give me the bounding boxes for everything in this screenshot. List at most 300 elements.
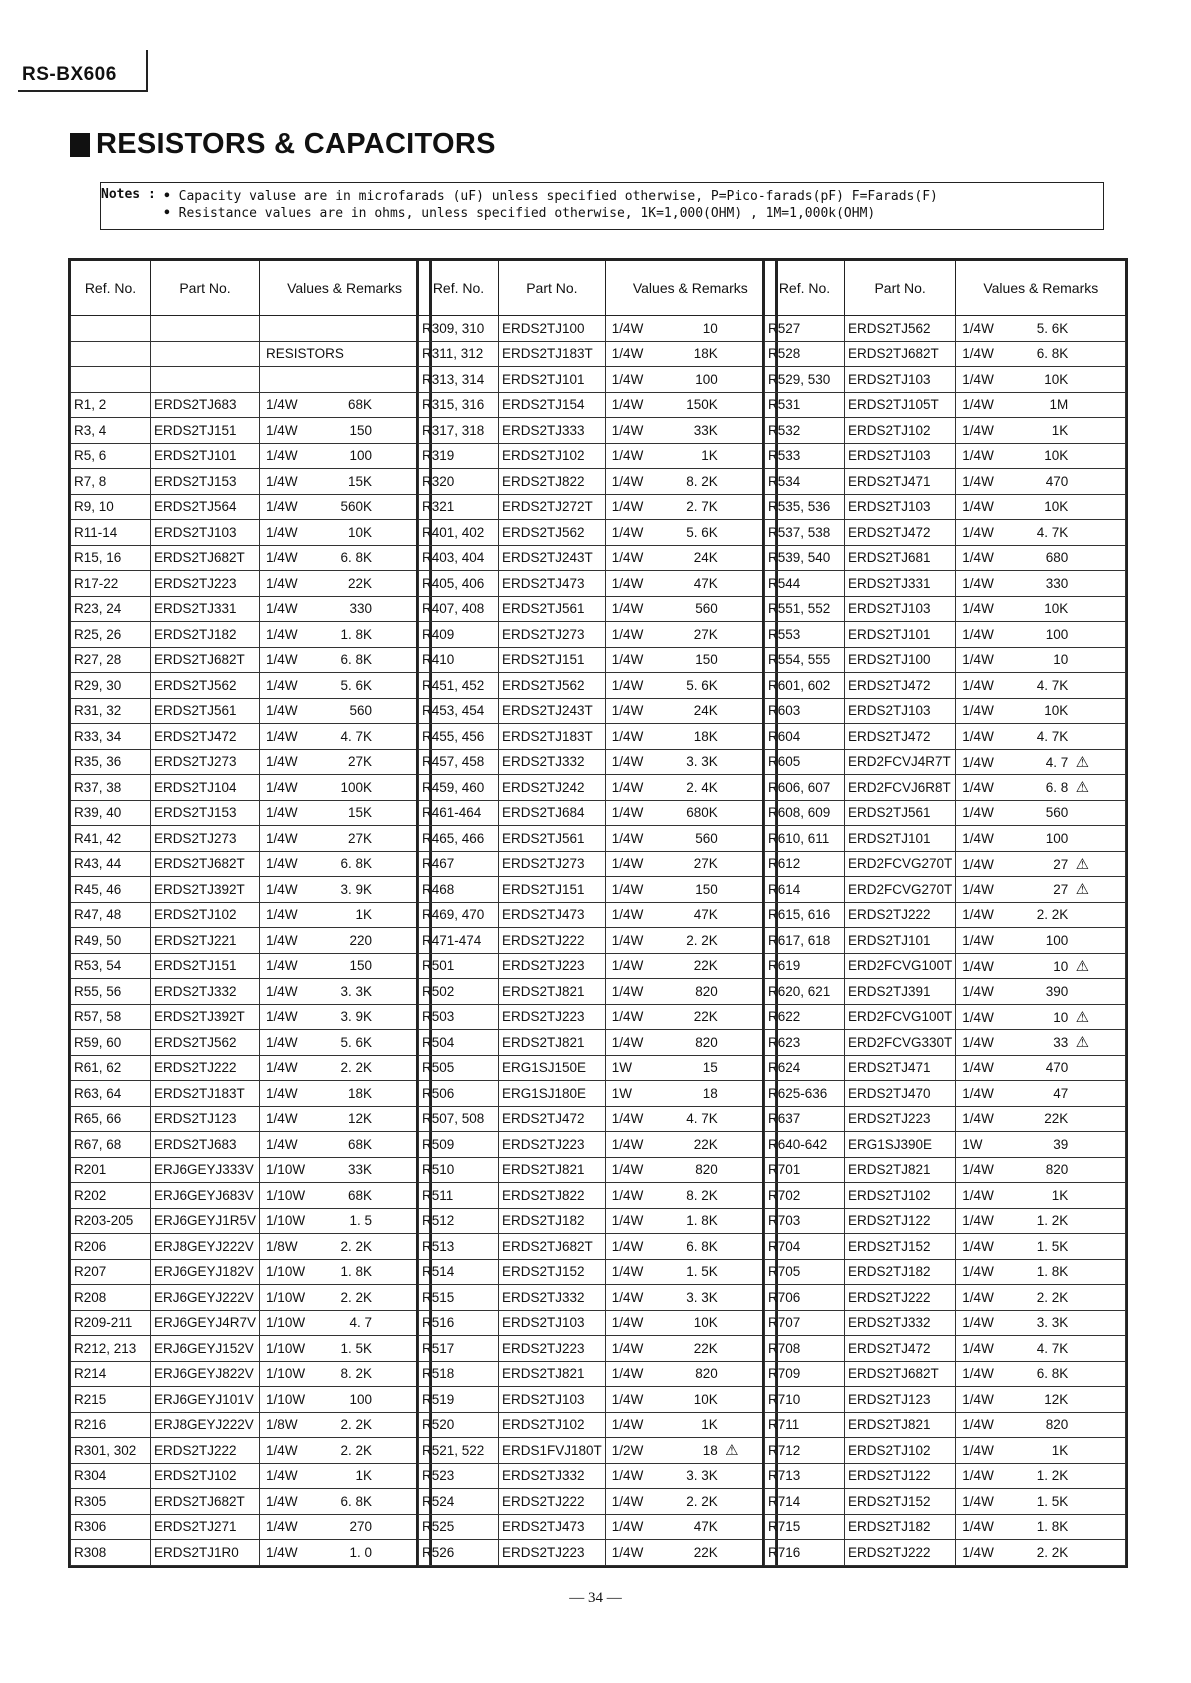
table-row bbox=[71, 571, 430, 597]
ref-no: R710 bbox=[765, 1387, 845, 1413]
value: 560 bbox=[1045, 805, 1069, 821]
ref-no: R606, 607 bbox=[765, 775, 845, 801]
part-no: ERDS2TJ471 bbox=[845, 469, 956, 495]
wattage: 1/4W bbox=[266, 754, 298, 770]
wattage: 1/4W bbox=[611, 1519, 644, 1535]
ref-no: R604 bbox=[765, 724, 845, 750]
wattage: 1/4W bbox=[962, 499, 994, 515]
value: 27K bbox=[348, 754, 373, 770]
part-no: ERDS2TJ102 bbox=[845, 418, 956, 444]
part-no: ERJ6GEYJ1R5V bbox=[151, 1208, 260, 1234]
ref-no: R617, 618 bbox=[765, 928, 845, 954]
value: 330 bbox=[349, 601, 373, 617]
part-no: ERDS2TJ102 bbox=[845, 1183, 956, 1209]
table-row bbox=[71, 724, 430, 750]
part-no: ERDS2TJ473 bbox=[499, 1514, 606, 1540]
values-remarks bbox=[956, 1234, 1126, 1260]
bullet-icon: • bbox=[163, 189, 171, 204]
value: 8. 2K bbox=[340, 1366, 373, 1382]
table-row bbox=[765, 902, 1126, 928]
ref-no: R706 bbox=[765, 1285, 845, 1311]
ref-no: R714 bbox=[765, 1489, 845, 1515]
ref-no: R526 bbox=[419, 1540, 499, 1566]
part-no: ERD2FCVG270T bbox=[845, 851, 956, 877]
ref-no: R521, 522 bbox=[419, 1438, 499, 1464]
values-remarks bbox=[956, 622, 1126, 648]
wattage: 1/4W bbox=[266, 499, 298, 515]
part-no: ERDS2TJ273 bbox=[499, 851, 606, 877]
ref-no: R715 bbox=[765, 1514, 845, 1540]
values-remarks bbox=[260, 392, 430, 418]
table-row bbox=[71, 1157, 430, 1183]
wattage: 1/4W bbox=[611, 958, 644, 974]
ref-no: R525 bbox=[419, 1514, 499, 1540]
wattage: 1/4W bbox=[611, 983, 644, 999]
table-row bbox=[419, 1489, 776, 1515]
ref-no: R535, 536 bbox=[765, 494, 845, 520]
value: 10 bbox=[702, 320, 718, 336]
table-row bbox=[419, 1208, 776, 1234]
value: 6. 8K bbox=[686, 1238, 718, 1254]
value: 1. 8K bbox=[340, 626, 373, 642]
wattage: 1/4W bbox=[962, 575, 994, 591]
table-row bbox=[419, 1540, 776, 1566]
part-no: ERDS2TJ821 bbox=[499, 1361, 606, 1387]
part-no: ERDS2TJ103 bbox=[499, 1387, 606, 1413]
values-remarks bbox=[956, 1004, 1126, 1030]
wattage: 1/4W bbox=[266, 728, 298, 744]
values-remarks bbox=[260, 545, 430, 571]
part-no: ERD2FCVG330T bbox=[845, 1030, 956, 1056]
values-remarks bbox=[605, 647, 775, 673]
table-row bbox=[765, 1081, 1126, 1107]
values-remarks bbox=[260, 1030, 430, 1056]
table-row bbox=[419, 469, 776, 495]
ref-no: R537, 538 bbox=[765, 520, 845, 546]
ref-no: R31, 32 bbox=[71, 698, 151, 724]
value: 2. 2K bbox=[340, 1060, 373, 1076]
values-remarks bbox=[956, 1132, 1126, 1158]
wattage: 1/4W bbox=[611, 677, 644, 693]
value: 100 bbox=[349, 448, 373, 464]
values-remarks bbox=[260, 469, 430, 495]
wattage: 1/4W bbox=[611, 1315, 644, 1331]
table-row bbox=[765, 1387, 1126, 1413]
values-remarks bbox=[260, 1489, 430, 1515]
value: 4. 7K bbox=[1036, 677, 1069, 693]
value: 820 bbox=[695, 1366, 718, 1382]
values-remarks bbox=[260, 749, 430, 775]
ref-no bbox=[71, 367, 151, 393]
part-no: ERJ6GEYJ152V bbox=[151, 1336, 260, 1362]
value: 270 bbox=[349, 1519, 373, 1535]
wattage: 1/4W bbox=[266, 1442, 298, 1458]
wattage: 1/4W bbox=[962, 1162, 994, 1178]
table-row bbox=[765, 1055, 1126, 1081]
values-remarks bbox=[605, 1412, 775, 1438]
table-row bbox=[765, 724, 1126, 750]
table-row bbox=[419, 316, 776, 342]
ref-no: R533 bbox=[765, 443, 845, 469]
table-row bbox=[71, 1234, 430, 1260]
values-remarks bbox=[605, 902, 775, 928]
ref-no: R524 bbox=[419, 1489, 499, 1515]
value: 6. 8K bbox=[340, 652, 373, 668]
value: 150K bbox=[686, 397, 718, 413]
ref-no: R315, 316 bbox=[419, 392, 499, 418]
wattage: 1/4W bbox=[962, 626, 994, 642]
ref-no: R519 bbox=[419, 1387, 499, 1413]
value: 1. 8K bbox=[340, 1264, 373, 1280]
values-remarks bbox=[956, 1514, 1126, 1540]
ref-no: R623 bbox=[765, 1030, 845, 1056]
part-no: ERJ6GEYJ333V bbox=[151, 1157, 260, 1183]
part-no: ERDS2TJ101 bbox=[499, 367, 606, 393]
values-remarks bbox=[956, 877, 1126, 903]
table-row bbox=[419, 392, 776, 418]
values-remarks bbox=[956, 1106, 1126, 1132]
value: 3. 3K bbox=[686, 754, 718, 770]
values-remarks bbox=[605, 1540, 775, 1566]
part-no: ERDS2TJ472 bbox=[845, 673, 956, 699]
values-remarks bbox=[260, 1234, 430, 1260]
wattage: 1/4W bbox=[962, 371, 994, 387]
ref-no: R409 bbox=[419, 622, 499, 648]
wattage: 1/4W bbox=[962, 1544, 994, 1560]
table-row bbox=[419, 1412, 776, 1438]
part-no: ERDS2TJ151 bbox=[499, 877, 606, 903]
ref-no: R15, 16 bbox=[71, 545, 151, 571]
table-row bbox=[765, 1132, 1126, 1158]
table-row bbox=[71, 367, 430, 393]
part-no bbox=[151, 367, 260, 393]
wattage: 1/4W bbox=[266, 703, 298, 719]
part-no: ERDS2TJ182 bbox=[845, 1259, 956, 1285]
value: 4. 7K bbox=[1036, 524, 1069, 540]
values-remarks bbox=[956, 979, 1126, 1005]
part-no: ERDS2TJ273 bbox=[499, 622, 606, 648]
ref-no: R1, 2 bbox=[71, 392, 151, 418]
part-no: ERDS2TJ333 bbox=[499, 418, 606, 444]
part-no: ERDS2TJ243T bbox=[499, 545, 606, 571]
values-remarks bbox=[956, 392, 1126, 418]
values-remarks bbox=[260, 1412, 430, 1438]
values-remarks bbox=[260, 1081, 430, 1107]
note-resistance-text: Resistance values are in ohms, unless specified otherwise, 1K=1,000(OHM) , 1M=1,000k(OHM) bbox=[178, 206, 876, 221]
value: 24K bbox=[693, 550, 718, 566]
wattage: 1/4W bbox=[266, 856, 298, 872]
values-remarks bbox=[260, 494, 430, 520]
wattage: 1/4W bbox=[266, 448, 298, 464]
wattage: 1/4W bbox=[962, 1213, 994, 1229]
ref-no: R705 bbox=[765, 1259, 845, 1285]
table-row bbox=[71, 316, 430, 342]
value: 2. 2K bbox=[1036, 907, 1069, 923]
values-remarks bbox=[260, 953, 430, 979]
wattage: 1/4W bbox=[962, 1493, 994, 1509]
part-no: ERDS2TJ101 bbox=[845, 928, 956, 954]
part-no: ERDS2TJ682T bbox=[151, 1489, 260, 1515]
part-no: ERDS2TJ682T bbox=[499, 1234, 606, 1260]
values-remarks bbox=[956, 724, 1126, 750]
wattage: 1/4W bbox=[962, 1519, 994, 1535]
table-row bbox=[765, 1157, 1126, 1183]
values-remarks bbox=[605, 341, 775, 367]
wattage: 1/8W bbox=[266, 1417, 298, 1433]
ref-no: R713 bbox=[765, 1463, 845, 1489]
value: 1K bbox=[1051, 1442, 1069, 1458]
table-row bbox=[765, 622, 1126, 648]
table-row bbox=[765, 851, 1126, 877]
values-remarks bbox=[260, 1183, 430, 1209]
value: 100 bbox=[1045, 626, 1069, 642]
wattage: 1/4W bbox=[962, 1468, 994, 1484]
part-no: ERDS2TJ123 bbox=[151, 1106, 260, 1132]
value: 2. 2K bbox=[686, 1493, 718, 1509]
ref-no: R507, 508 bbox=[419, 1106, 499, 1132]
ref-no: R501 bbox=[419, 953, 499, 979]
value: 470 bbox=[1045, 1060, 1069, 1076]
value: 27 bbox=[1053, 856, 1069, 872]
table-row bbox=[765, 1183, 1126, 1209]
value: 1. 8K bbox=[1036, 1264, 1069, 1280]
value: 2. 2K bbox=[686, 932, 718, 948]
ref-no: R615, 616 bbox=[765, 902, 845, 928]
value: 560 bbox=[695, 830, 718, 846]
ref-no: R67, 68 bbox=[71, 1132, 151, 1158]
table-row bbox=[71, 1489, 430, 1515]
ref-no: R313, 314 bbox=[419, 367, 499, 393]
table-row bbox=[765, 1310, 1126, 1336]
part-no: ERDS2TJ152 bbox=[845, 1489, 956, 1515]
table-row bbox=[765, 392, 1126, 418]
part-no: ERDS2TJ562 bbox=[845, 316, 956, 342]
values-remarks bbox=[605, 1004, 775, 1030]
ref-no: R202 bbox=[71, 1183, 151, 1209]
part-no: ERDS2TJ682T bbox=[845, 341, 956, 367]
part-no: ERDS2TJ151 bbox=[151, 953, 260, 979]
value: 27K bbox=[348, 830, 373, 846]
wattage: 1/4W bbox=[266, 983, 298, 999]
table-row bbox=[419, 775, 776, 801]
table-row bbox=[765, 775, 1126, 801]
value: 150 bbox=[349, 958, 373, 974]
part-no: ERDS2TJ103 bbox=[845, 596, 956, 622]
values-remarks bbox=[260, 1004, 430, 1030]
values-remarks bbox=[956, 443, 1126, 469]
values-remarks bbox=[260, 979, 430, 1005]
wattage: 1/4W bbox=[611, 1238, 644, 1254]
wattage: 1/4W bbox=[962, 550, 994, 566]
wattage: 1/4W bbox=[611, 830, 644, 846]
part-no: ERJ6GEYJ182V bbox=[151, 1259, 260, 1285]
values-remarks bbox=[260, 1361, 430, 1387]
wattage: 1/4W bbox=[266, 932, 298, 948]
table-row bbox=[765, 1514, 1126, 1540]
table-row bbox=[71, 647, 430, 673]
wattage: 1/10W bbox=[266, 1340, 306, 1356]
heading-square-icon bbox=[70, 133, 90, 157]
part-no: ERDS2TJ152 bbox=[499, 1259, 606, 1285]
table-row bbox=[765, 596, 1126, 622]
wattage: 1/4W bbox=[962, 703, 994, 719]
ref-no: R208 bbox=[71, 1285, 151, 1311]
part-no: ERDS2TJ103 bbox=[845, 494, 956, 520]
part-no bbox=[151, 316, 260, 342]
wattage: 1/4W bbox=[962, 1035, 994, 1051]
value: 22K bbox=[693, 1136, 718, 1152]
ref-no: R532 bbox=[765, 418, 845, 444]
table-row bbox=[419, 1387, 776, 1413]
part-no: ERDS2TJ562 bbox=[151, 673, 260, 699]
wattage: 1/4W bbox=[611, 499, 644, 515]
part-no: ERDS2TJ273 bbox=[151, 826, 260, 852]
value: 1. 0 bbox=[349, 1544, 373, 1560]
ref-no: R33, 34 bbox=[71, 724, 151, 750]
table-row bbox=[71, 673, 430, 699]
ref-no: R27, 28 bbox=[71, 647, 151, 673]
part-no: ERDS2TJ682T bbox=[151, 545, 260, 571]
part-no: ERDS2TJ472 bbox=[151, 724, 260, 750]
values-remarks bbox=[260, 928, 430, 954]
value: 6. 8K bbox=[1036, 1366, 1069, 1382]
ref-no: R11-14 bbox=[71, 520, 151, 546]
table-row bbox=[419, 851, 776, 877]
table-row bbox=[419, 1081, 776, 1107]
value: 24K bbox=[693, 703, 718, 719]
table-row bbox=[419, 596, 776, 622]
ref-no: R203-205 bbox=[71, 1208, 151, 1234]
value: 1. 5K bbox=[686, 1264, 718, 1280]
ref-no: R201 bbox=[71, 1157, 151, 1183]
ref-no: R716 bbox=[765, 1540, 845, 1566]
value: 4. 7K bbox=[686, 1111, 718, 1127]
value: 330 bbox=[1045, 575, 1069, 591]
part-no: ERDS2TJ392T bbox=[151, 877, 260, 903]
wattage: 1/4W bbox=[962, 677, 994, 693]
part-no: ERDS2TJ182 bbox=[845, 1514, 956, 1540]
values-remarks bbox=[956, 928, 1126, 954]
table-row bbox=[419, 1030, 776, 1056]
part-no: ERG1SJ180E bbox=[499, 1081, 606, 1107]
part-no: ERDS2TJ223 bbox=[151, 571, 260, 597]
wattage: 1/4W bbox=[611, 1213, 644, 1229]
part-no: ERD2FCVJ4R7T bbox=[845, 749, 956, 775]
wattage: 1/4W bbox=[611, 754, 644, 770]
part-no: ERDS2TJ101 bbox=[845, 826, 956, 852]
table-row bbox=[71, 826, 430, 852]
ref-no: R61, 62 bbox=[71, 1055, 151, 1081]
values-remarks bbox=[605, 1336, 775, 1362]
value: 1. 5K bbox=[340, 1340, 373, 1356]
part-no: ERD2FCVJ6R8T bbox=[845, 775, 956, 801]
part-no: ERDS2TJ100 bbox=[499, 316, 606, 342]
wattage: 1/10W bbox=[266, 1264, 306, 1280]
values-remarks bbox=[260, 647, 430, 673]
part-no: ERG1SJ150E bbox=[499, 1055, 606, 1081]
warning-icon: ⚠ bbox=[1075, 1034, 1090, 1052]
values-remarks bbox=[956, 341, 1126, 367]
table-row bbox=[765, 1259, 1126, 1285]
values-remarks bbox=[956, 1361, 1126, 1387]
table-row bbox=[765, 698, 1126, 724]
ref-no: R601, 602 bbox=[765, 673, 845, 699]
value: 1. 2K bbox=[1036, 1213, 1069, 1229]
table-row bbox=[765, 545, 1126, 571]
value: 2. 2K bbox=[340, 1417, 373, 1433]
wattage: 1/4W bbox=[962, 422, 994, 438]
value: 22K bbox=[693, 1544, 718, 1560]
value: 5. 6K bbox=[686, 524, 718, 540]
wattage: 1/4W bbox=[611, 1417, 644, 1433]
wattage: 1/10W bbox=[266, 1315, 306, 1331]
ref-no: R624 bbox=[765, 1055, 845, 1081]
ref-no: R707 bbox=[765, 1310, 845, 1336]
note-resistance bbox=[163, 206, 875, 221]
value: 47K bbox=[693, 907, 718, 923]
warning-icon: ⚠ bbox=[1075, 753, 1090, 771]
part-no: ERDS2TJ561 bbox=[499, 826, 606, 852]
table-row bbox=[71, 979, 430, 1005]
ref-no: R551, 552 bbox=[765, 596, 845, 622]
values-remarks bbox=[260, 1285, 430, 1311]
table-row bbox=[765, 316, 1126, 342]
value: 1K bbox=[1051, 1187, 1069, 1203]
table-row bbox=[71, 469, 430, 495]
values-remarks bbox=[605, 1106, 775, 1132]
ref-no: R510 bbox=[419, 1157, 499, 1183]
wattage: 1/4W bbox=[266, 652, 298, 668]
wattage: 1/4W bbox=[266, 524, 298, 540]
part-no: ERDS2TJ392T bbox=[151, 1004, 260, 1030]
table-row bbox=[71, 418, 430, 444]
wattage: 1W bbox=[611, 1085, 633, 1101]
wattage: 1/4W bbox=[962, 1417, 994, 1433]
wattage: 1/4W bbox=[266, 1085, 298, 1101]
ref-no: R453, 454 bbox=[419, 698, 499, 724]
value: 100 bbox=[349, 1391, 373, 1407]
table-row bbox=[765, 1412, 1126, 1438]
wattage: 1/4W bbox=[266, 1468, 298, 1484]
ref-no: R512 bbox=[419, 1208, 499, 1234]
value: 2. 2K bbox=[340, 1442, 373, 1458]
table-row bbox=[71, 341, 430, 367]
ref-no: R459, 460 bbox=[419, 775, 499, 801]
values-remarks bbox=[605, 443, 775, 469]
table-row bbox=[765, 443, 1126, 469]
wattage: 1/4W bbox=[611, 1391, 644, 1407]
values-remarks bbox=[605, 571, 775, 597]
value: 18 bbox=[702, 1443, 718, 1459]
ref-no: R17-22 bbox=[71, 571, 151, 597]
part-no: ERDS2TJ472 bbox=[845, 520, 956, 546]
value: 22K bbox=[1044, 1111, 1069, 1127]
value: 1M bbox=[1049, 397, 1069, 413]
part-no: ERDS2TJ104 bbox=[151, 775, 260, 801]
wattage: 1/4W bbox=[962, 983, 994, 999]
part-no: ERDS2TJ103 bbox=[845, 443, 956, 469]
wattage: 1/4W bbox=[611, 575, 644, 591]
table-row bbox=[765, 1540, 1126, 1566]
table-row bbox=[419, 1336, 776, 1362]
value: 15K bbox=[348, 805, 373, 821]
table-row bbox=[419, 622, 776, 648]
wattage: 1/4W bbox=[611, 1340, 644, 1356]
part-no: ERDS2TJ472 bbox=[845, 1336, 956, 1362]
section-heading bbox=[70, 128, 496, 161]
wattage: 1W bbox=[962, 1136, 983, 1152]
ref-no: R704 bbox=[765, 1234, 845, 1260]
